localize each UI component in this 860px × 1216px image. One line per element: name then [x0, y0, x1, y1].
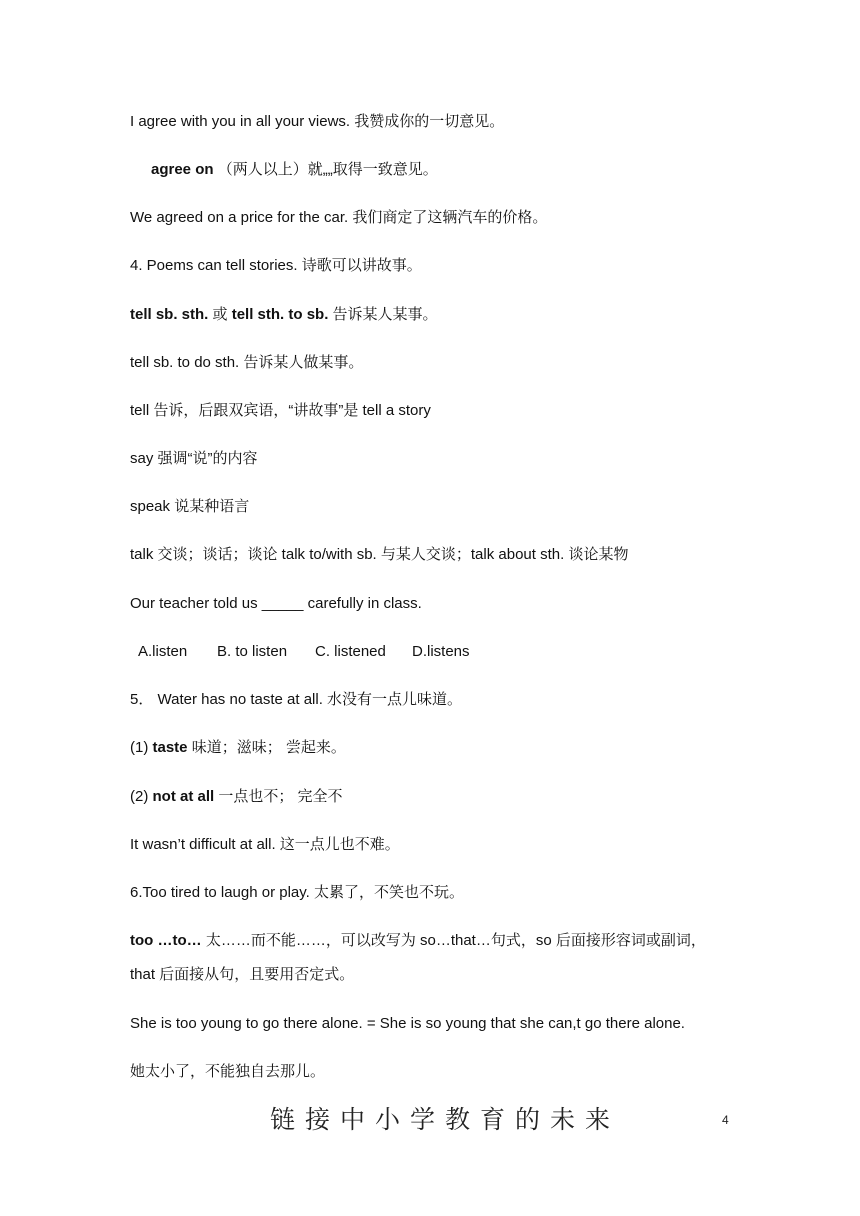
footer-slogan: 链接中小学教育的未来: [269, 1106, 620, 1134]
text-line: tell sb. to do sth. 告诉某人做某事。: [130, 354, 364, 371]
text-line: 4. Poems can tell stories. 诗歌可以讲故事。: [130, 257, 422, 274]
option-b: B. to listen: [217, 643, 288, 660]
bold-term: tell sb. sth.: [130, 306, 209, 323]
bold-term: not at all: [152, 788, 215, 805]
line-text: （两人以上）就„„取得一致意见。: [213, 161, 438, 178]
text-line: 她太小了，不能独自去那儿。: [130, 1063, 326, 1080]
bold-term: taste: [152, 739, 188, 756]
text-line: We agreed on a price for the car. 我们商定了这辆汽车的价格。: [130, 209, 548, 226]
line-text: 太……而不能……，可以改写为 so…that…句式，so 后面接形容词或副词，: [201, 932, 706, 949]
text-line: tell 告诉，后跟双宾语，“讲故事”是 tell a story: [130, 402, 431, 419]
text-line: talk 交谈；谈话；谈论 talk to/with sb. 与某人交谈；talk about sth. 谈论某物: [130, 546, 629, 563]
question-line: Our teacher told us _____ carefully in class.: [130, 595, 422, 612]
text-line: She is too young to go there alone. = She is so young that she can,t go there alone.: [130, 1015, 685, 1032]
bold-term: too …to…: [130, 932, 202, 949]
line-text: 或: [208, 306, 232, 323]
line-text: 一点也不； 完全不: [214, 788, 343, 805]
text-line: speak 说某种语言: [130, 498, 250, 515]
text-line: [130, 738, 346, 758]
option-d: D.listens: [412, 643, 470, 660]
bold-term: tell sth. to sb.: [231, 306, 329, 323]
text-line: 6.Too tired to laugh or play. 太累了，不笑也不玩。: [130, 884, 465, 901]
text-line: [151, 160, 438, 180]
text-line: [130, 787, 343, 807]
text-line: [130, 931, 706, 951]
text-line: 5． Water has no taste at all. 水没有一点儿味道。: [130, 691, 463, 708]
line-prefix: (1): [130, 739, 153, 756]
text-line: [130, 305, 438, 325]
bold-term: agree on: [151, 161, 214, 178]
text-line: that 后面接从句，且要用否定式。: [130, 966, 355, 983]
line-text: 告诉某人某事。: [328, 306, 438, 323]
line-text: 味道；滋味； 尝起来。: [187, 739, 346, 756]
line-prefix: (2): [130, 788, 153, 805]
text-line: It wasn’t difficult at all. 这一点儿也不难。: [130, 836, 400, 853]
option-c: C. listened: [315, 643, 386, 660]
text-line: I agree with you in all your views. 我赞成你的一切意见。: [130, 113, 505, 130]
page-number: 4: [722, 1113, 729, 1127]
text-line: say 强调“说”的内容: [130, 450, 258, 467]
option-a: A.listen: [138, 643, 188, 660]
